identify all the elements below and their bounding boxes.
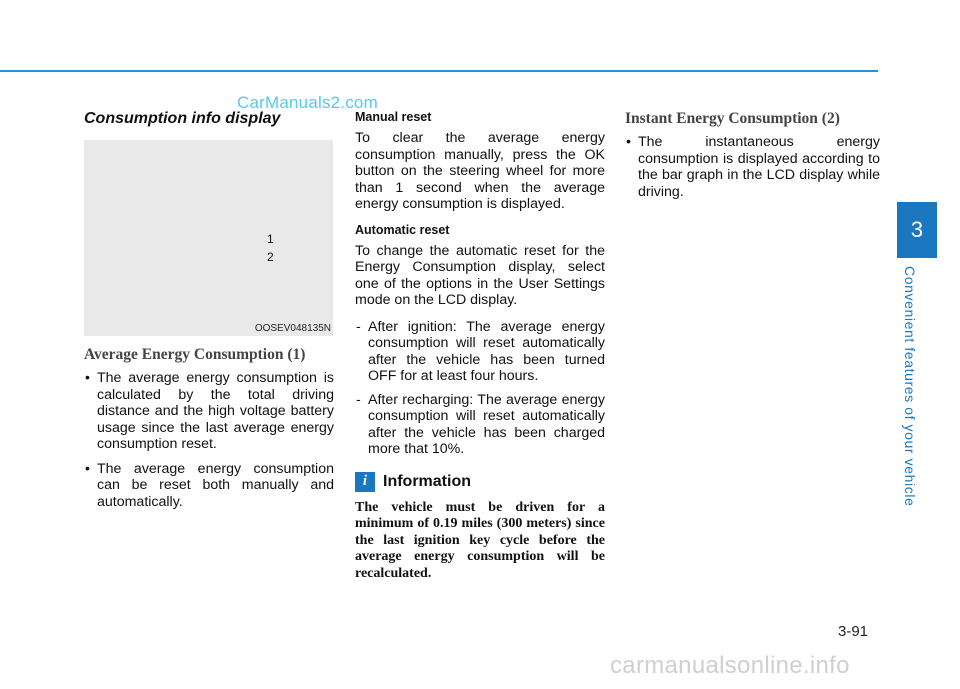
column-left [84, 110, 334, 518]
figure-label-1: 1 [267, 232, 274, 246]
bullet-item: • The average energy consumption can be reset both manually and automatically. [84, 461, 334, 511]
heading-instant-energy: Instant Energy Consumption (2) [625, 110, 840, 127]
chapter-number: 3 [910, 217, 924, 242]
watermark-text: CarManuals2.com [237, 93, 378, 112]
bullet-item: • The instantaneous energy consumption is displayed according to the bar graph in the LCD display while driving. [625, 134, 880, 200]
heading-average-energy: Average Energy Consumption (1) [84, 346, 306, 363]
bullet-list [625, 134, 880, 200]
footer-watermark: carmanualsonline.info [610, 652, 850, 679]
heading-manual-reset: Manual reset [355, 110, 432, 124]
figure-illustration [84, 140, 333, 336]
paragraph-automatic-reset: To change the automatic reset for the Energy Consumption display, select one of the options in the User Settings mode on the LCD display. [355, 242, 605, 308]
option-item: - After recharging: The average energy consumption will reset automatically after the vehicle has been charged more that 10%. [355, 392, 605, 458]
figure-label-2: 2 [267, 250, 274, 264]
information-title: Information [383, 472, 471, 490]
option-list [355, 319, 605, 458]
option-item: - After ignition: The average energy consumption will reset automatically after the vehicle has been turned OFF for at least four hours. [355, 319, 605, 385]
chapter-title: Convenient features of your vehicle [902, 266, 918, 507]
column-right [625, 110, 880, 208]
information-text: The vehicle must be driven for a minimum of 0.19 miles (300 meters) since the last ignition key cycle before the average energy consumption will be recalculated. [355, 499, 605, 581]
bullet-list [84, 370, 334, 510]
figure-code: OOSEV048135N [254, 323, 331, 334]
page-number: 3-91 [838, 623, 869, 640]
section-title: Consumption info display [84, 110, 281, 127]
information-header [355, 472, 605, 492]
paragraph-manual-reset: To clear the average energy consumption manually, press the OK button on the steering wheel for more than 1 second when the average energy consumption is displayed. [355, 130, 605, 212]
info-icon: i [355, 472, 375, 492]
heading-automatic-reset: Automatic reset [355, 222, 450, 237]
chapter-tab [897, 202, 937, 258]
bullet-item: • The average energy consumption is calculated by the total driving distance and the high voltage battery usage since the last average energy consumption reset. [84, 370, 334, 453]
column-middle [355, 110, 605, 582]
header-rule [0, 70, 878, 72]
